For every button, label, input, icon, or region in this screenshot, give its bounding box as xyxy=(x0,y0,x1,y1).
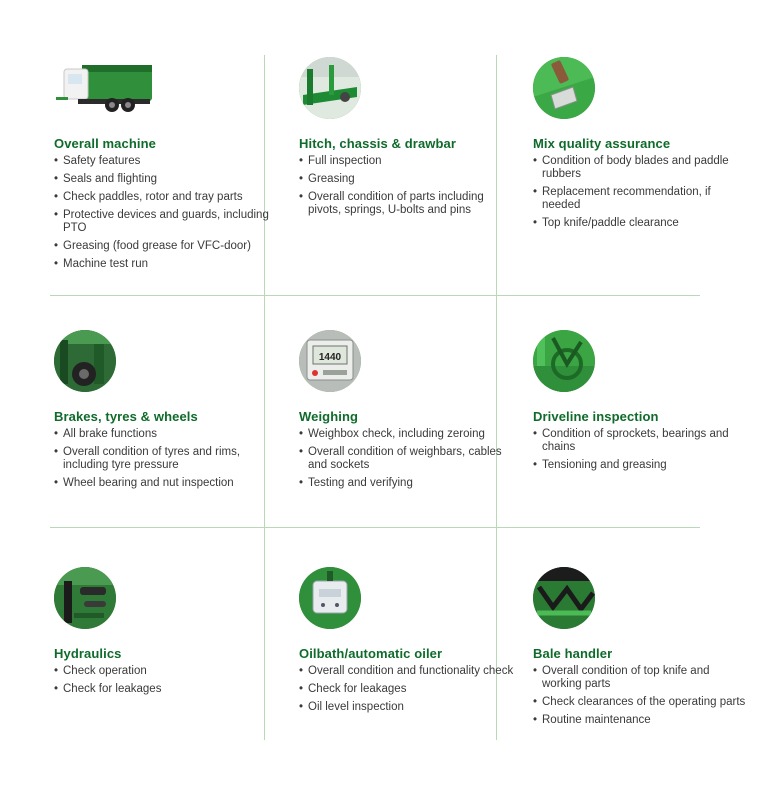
list-item: • Check for leakages xyxy=(54,683,269,696)
cell-item-list xyxy=(54,428,269,490)
list-item: • Seals and flighting xyxy=(54,173,269,186)
list-item: • Check for leakages xyxy=(299,683,514,696)
cell-title: Bale handler xyxy=(533,646,613,661)
list-item: • Overall condition of weighbars, cables and sockets xyxy=(299,446,514,472)
cell-item-list xyxy=(533,428,748,472)
service-cell-bale-handler xyxy=(533,567,748,732)
divider-horizontal-2 xyxy=(50,527,700,528)
cell-title: Oilbath/automatic oiler xyxy=(299,646,443,661)
cell-item-list xyxy=(299,665,514,714)
cell-title: Hitch, chassis & drawbar xyxy=(299,136,457,151)
service-cell-oilbath-automatic-oiler xyxy=(299,567,514,719)
cell-title: Driveline inspection xyxy=(533,409,659,424)
cell-title: Weighing xyxy=(299,409,359,424)
service-cell-overall-machine xyxy=(54,57,269,276)
cell-item-list xyxy=(54,665,269,696)
oiler-icon xyxy=(299,567,361,629)
service-cell-mix-quality-assurance xyxy=(533,57,748,235)
service-cell-hydraulics xyxy=(54,567,269,701)
list-item: • Overall condition and functionality check xyxy=(299,665,514,678)
cell-item-list xyxy=(533,155,748,230)
list-item: • Greasing (food grease for VFC-door) xyxy=(54,240,269,253)
list-item: • Check operation xyxy=(54,665,269,678)
cell-item-list xyxy=(299,155,514,217)
bale-handler-icon xyxy=(533,567,595,629)
feed-mixer-wagon-icon xyxy=(54,57,154,119)
knife-blade-icon xyxy=(533,57,595,119)
list-item: • Condition of sprockets, bearings and chains xyxy=(533,428,748,454)
list-item: • Protective devices and guards, including PTO xyxy=(54,209,269,235)
list-item: • Tensioning and greasing xyxy=(533,459,748,472)
wheel-brake-icon xyxy=(54,330,116,392)
list-item: • Machine test run xyxy=(54,258,269,271)
list-item: • Weighbox check, including zeroing xyxy=(299,428,514,441)
list-item: • Replacement recommendation, if needed xyxy=(533,186,748,212)
divider-horizontal-1 xyxy=(50,295,700,296)
hitch-icon xyxy=(299,57,361,119)
list-item: • Check paddles, rotor and tray parts xyxy=(54,191,269,204)
cell-item-list xyxy=(54,155,269,271)
service-cell-brakes-tyres-wheels xyxy=(54,330,269,495)
cell-title: Brakes, tyres & wheels xyxy=(54,409,198,424)
list-item: • Wheel bearing and nut inspection xyxy=(54,477,269,490)
list-item: • Overall condition of tyres and rims, including tyre pressure xyxy=(54,446,269,472)
service-cell-driveline-inspection xyxy=(533,330,748,477)
list-item: • Full inspection xyxy=(299,155,514,168)
hydraulics-icon xyxy=(54,567,116,629)
list-item: • Overall condition of parts including pivots, springs, U-bolts and pins xyxy=(299,191,514,217)
list-item: • Testing and verifying xyxy=(299,477,514,490)
list-item: • Condition of body blades and paddle rubbers xyxy=(533,155,748,181)
list-item: • Overall condition of top knife and working parts xyxy=(533,665,748,691)
cell-title: Overall machine xyxy=(54,136,156,151)
cell-title: Hydraulics xyxy=(54,646,122,661)
list-item: • Check clearances of the operating parts xyxy=(533,696,748,709)
cell-title: Mix quality assurance xyxy=(533,136,671,151)
weigh-display-icon xyxy=(299,330,361,392)
list-item: • Safety features xyxy=(54,155,269,168)
list-item: • Oil level inspection xyxy=(299,701,514,714)
list-item: • Routine maintenance xyxy=(533,714,748,727)
cell-item-list xyxy=(299,428,514,490)
weigh-display-readout: 1440 xyxy=(318,352,342,363)
list-item: • Top knife/paddle clearance xyxy=(533,217,748,230)
list-item: • All brake functions xyxy=(54,428,269,441)
list-item: • Greasing xyxy=(299,173,514,186)
service-cell-weighing xyxy=(299,330,514,495)
driveline-icon xyxy=(533,330,595,392)
service-cell-hitch-chassis-drawbar xyxy=(299,57,514,222)
cell-item-list xyxy=(533,665,748,727)
